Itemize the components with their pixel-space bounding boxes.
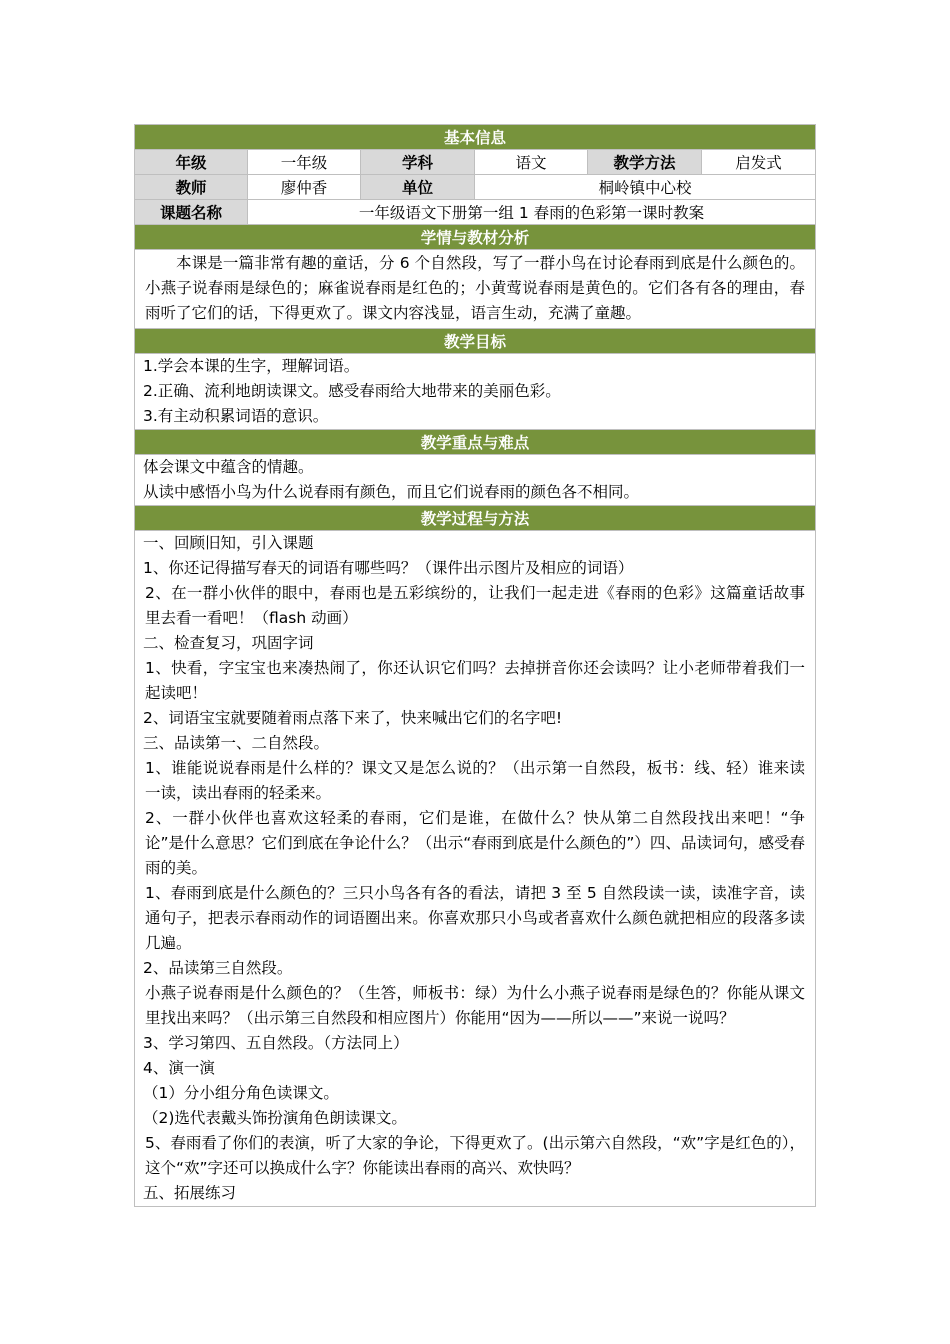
lesson-plan-document: [134, 124, 815, 1207]
process-item: 2、一群小伙伴也喜欢这轻柔的春雨，它们是谁，在做什么？快从第二自然段找出来吧！“争论”是什么意思？它们到底在争论什么？（出示“春雨到底是什么颜色的”）四、品读词句，感受春雨的美。: [145, 809, 806, 877]
lesson-title-label: 课题名称: [135, 200, 248, 225]
section-header: 教学重点与难点: [135, 430, 816, 455]
process-item: 1、春雨到底是什么颜色的？三只小鸟各有各的看法，请把 3 至 5 自然段读一读，读准字音，读通句子，把表示春雨动作的词语圈出来。你喜欢那只小鸟或者喜欢什么颜色就把相应的段落多读几遍。: [145, 884, 806, 952]
teacher-label: 教师: [135, 175, 248, 200]
analysis-row: [135, 250, 816, 329]
process-row: [135, 531, 816, 1207]
info-row-2: [135, 175, 816, 200]
focus-row: [135, 455, 816, 506]
section-goals: [135, 329, 816, 354]
subject-value: 语文: [475, 150, 588, 175]
process-item: 2、词语宝宝就要随着雨点落下来了，快来喊出它们的名字吧!: [143, 709, 563, 727]
subject-label: 学科: [361, 150, 475, 175]
section-header: 基本信息: [135, 125, 816, 150]
section-basic-info: [135, 125, 816, 150]
info-row-3: [135, 200, 816, 225]
info-row-1: [135, 150, 816, 175]
section-header: 教学目标: [135, 329, 816, 354]
method-label: 教学方法: [588, 150, 702, 175]
goals-row: [135, 354, 816, 430]
process-item: 1、你还记得描写春天的词语有哪些吗？（课件出示图片及相应的词语）: [143, 559, 634, 577]
process-item: （1）分小组分角色读课文。: [143, 1084, 339, 1102]
process-item: 5、春雨看了你们的表演，听了大家的争论，下得更欢了。(出示第六自然段，“欢”字是红色的），这个“欢”字还可以换成什么字？你能读出春雨的高兴、欢快吗？: [145, 1134, 806, 1177]
section-focus: [135, 430, 816, 455]
teacher-value: 廖仲香: [248, 175, 361, 200]
focus-item: 从读中感悟小鸟为什么说春雨有颜色，而且它们说春雨的颜色各不相同。: [143, 483, 640, 501]
goal-item: 1.学会本课的生字，理解词语。: [143, 357, 360, 375]
analysis-text: 本课是一篇非常有趣的童话，分 6 个自然段，写了一群小鸟在讨论春雨到底是什么颜色的。小燕子说春雨是绿色的；麻雀说春雨是红色的；小黄莺说春雨是黄色的。它们各有各的理由，春雨听了它们的话，下得更欢了。课文内容浅显，语言生动，充满了童趣。: [145, 254, 806, 322]
process-item: （2)选代表戴头饰扮演角色朗读课文。: [143, 1109, 407, 1127]
process-item: 三、品读第一、二自然段。: [143, 734, 330, 752]
goal-item: 3.有主动积累词语的意识。: [143, 407, 329, 425]
lesson-title-value: 一年级语文下册第一组 1 春雨的色彩第一课时教案: [248, 200, 816, 225]
grade-value: 一年级: [248, 150, 361, 175]
lesson-plan-table: [134, 124, 816, 1207]
section-process: [135, 506, 816, 531]
process-item: 1、快看，字宝宝也来凑热闹了，你还认识它们吗？去掉拼音你还会读吗？让小老师带着我们一起读吧！: [145, 659, 806, 702]
process-item: 4、演一演: [143, 1059, 215, 1077]
section-header: 教学过程与方法: [135, 506, 816, 531]
section-analysis: [135, 225, 816, 250]
unit-value: 桐岭镇中心校: [475, 175, 816, 200]
focus-item: 体会课文中蕴含的情趣。: [143, 458, 314, 476]
process-item: 一、回顾旧知，引入课题: [143, 534, 314, 552]
process-item: 2、品读第三自然段。: [143, 959, 293, 977]
process-item: 3、学习第四、五自然段。（方法同上）: [143, 1034, 409, 1052]
goal-item: 2.正确、流利地朗读课文。感受春雨给大地带来的美丽色彩。: [143, 382, 561, 400]
section-header: 学情与教材分析: [135, 225, 816, 250]
process-item: 五、拓展练习: [143, 1184, 237, 1202]
process-item: 2、在一群小伙伴的眼中，春雨也是五彩缤纷的，让我们一起走进《春雨的色彩》这篇童话故事里去看一看吧！（flash 动画）: [145, 584, 806, 627]
process-item: 1、谁能说说春雨是什么样的？课文又是怎么说的？（出示第一自然段，板书：线、轻）谁来读一读，读出春雨的轻柔来。: [145, 759, 806, 802]
process-item: 小燕子说春雨是什么颜色的？（生答，师板书：绿）为什么小燕子说春雨是绿色的？你能从课文里找出来吗？（出示第三自然段和相应图片）你能用“因为——所以——”来说一说吗？: [145, 984, 806, 1027]
process-item: 二、检查复习，巩固字词: [143, 634, 314, 652]
method-value: 启发式: [702, 150, 816, 175]
grade-label: 年级: [135, 150, 248, 175]
unit-label: 单位: [361, 175, 475, 200]
